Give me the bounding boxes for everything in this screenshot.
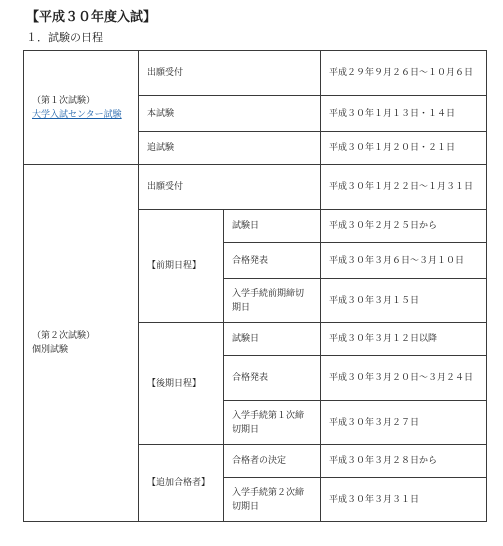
second-exam-sublabel: 個別試験 bbox=[32, 345, 69, 355]
second-exam-cell bbox=[24, 165, 139, 522]
second-exam-label: （第２次試験） bbox=[32, 331, 96, 341]
date-cell: 平成３０年１月１３日・１４日 bbox=[321, 96, 487, 132]
group-label-kouki: 【後期日程】 bbox=[139, 323, 224, 445]
date-cell: 平成３０年３月１２日以降 bbox=[321, 323, 487, 356]
item-cell: 入学手続第１次締切期日 bbox=[224, 401, 321, 445]
item-cell: 試験日 bbox=[224, 323, 321, 356]
date-text: 平成３０年１月２２日～１月３１日 bbox=[329, 182, 474, 192]
group-label-zenki: 【前期日程】 bbox=[139, 210, 224, 323]
date-cell: 平成３０年３月２７日 bbox=[321, 401, 487, 445]
date-cell: 平成３０年２月２５日から bbox=[321, 210, 487, 243]
first-exam-label: （第１次試験） bbox=[32, 95, 96, 106]
date-cell bbox=[321, 165, 487, 210]
item-cell: 本試験 bbox=[139, 96, 321, 132]
item-cell: 出願受付 bbox=[139, 165, 321, 210]
date-cell bbox=[321, 356, 487, 401]
item-cell: 追試験 bbox=[139, 132, 321, 165]
item-cell: 試験日 bbox=[224, 210, 321, 243]
date-text: 平成３０年３月２０日～３月２４日 bbox=[329, 373, 474, 383]
item-cell: 合格者の決定 bbox=[224, 445, 321, 478]
item-cell: 出願受付 bbox=[139, 51, 321, 96]
group-label-tsuika: 【追加合格者】 bbox=[139, 445, 224, 522]
date-cell: 平成３０年３月３１日 bbox=[321, 478, 487, 522]
item-cell: 合格発表 bbox=[224, 356, 321, 401]
date-text: 平成２９年９月２６日～１０月６日 bbox=[329, 68, 474, 78]
page-heading: 【平成３０年度入試】 bbox=[26, 10, 157, 25]
table-row bbox=[24, 165, 487, 210]
section-title: １．試験の日程 bbox=[26, 31, 103, 44]
first-exam-cell bbox=[24, 51, 139, 165]
date-cell: 平成３０年１月２０日・２１日 bbox=[321, 132, 487, 165]
date-cell: 平成３０年３月２８日から bbox=[321, 445, 487, 478]
date-cell: 平成３０年３月１５日 bbox=[321, 279, 487, 323]
table-row bbox=[24, 51, 487, 96]
date-cell: 平成３０年３月６日～３月１０日 bbox=[321, 243, 487, 279]
item-cell: 合格発表 bbox=[224, 243, 321, 279]
item-cell: 入学手続第２次締切期日 bbox=[224, 478, 321, 522]
exam-schedule-table bbox=[23, 50, 487, 522]
center-test-link[interactable]: 大学入試センター試験 bbox=[32, 109, 122, 120]
date-cell bbox=[321, 51, 487, 96]
item-cell: 入学手続前期締切期日 bbox=[224, 279, 321, 323]
